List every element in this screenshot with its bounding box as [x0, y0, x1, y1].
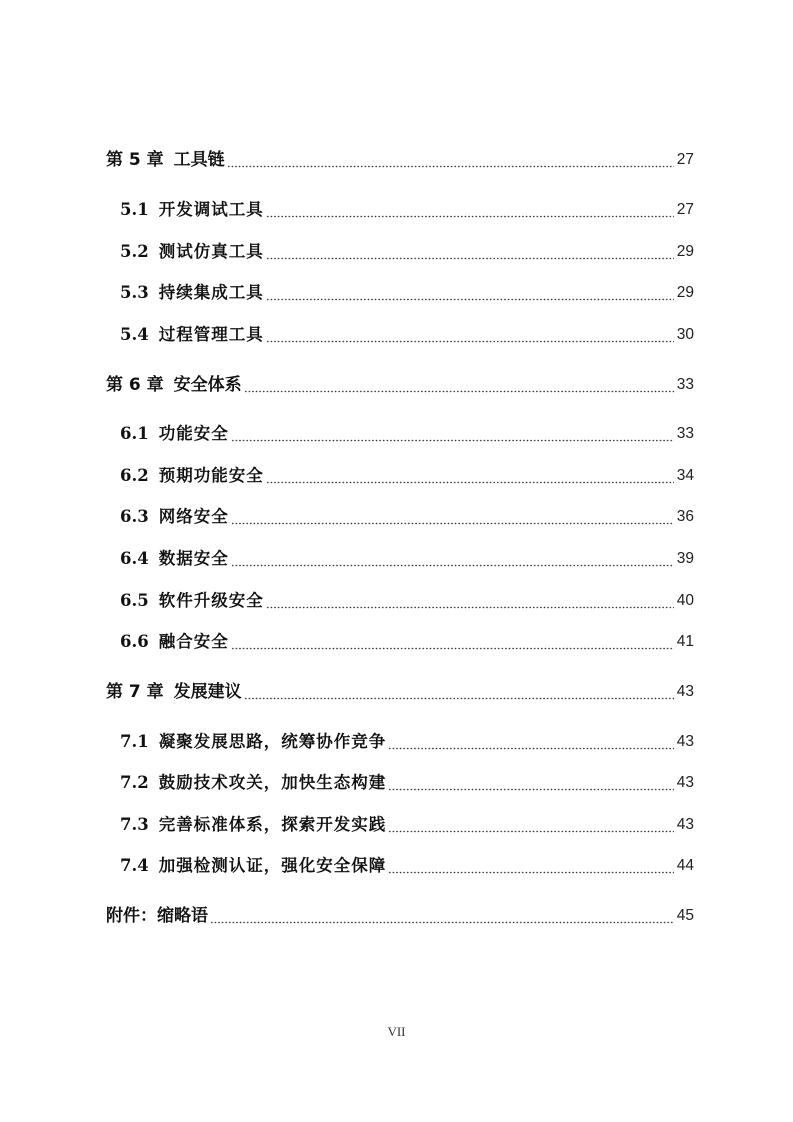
toc-entry-title: 持续集成工具 [158, 283, 264, 302]
toc-entry-page: 34 [676, 467, 694, 484]
dot-leader [231, 422, 674, 442]
toc-entry-chapter-5[interactable] [106, 147, 694, 173]
dot-leader [266, 281, 674, 301]
toc-entry-page: 43 [676, 816, 694, 833]
toc-entry-7-2[interactable] [120, 770, 694, 796]
toc-entry-page: 43 [676, 683, 694, 700]
toc-entry-title: 凝聚发展思路，统筹协作竞争 [158, 732, 387, 751]
toc-entry-7-1[interactable] [120, 729, 694, 755]
toc-entry-title: 功能安全 [158, 424, 229, 443]
toc-entry-6-6[interactable] [120, 629, 694, 655]
toc-entry-page: 43 [676, 774, 694, 791]
toc-entry-6-2[interactable] [120, 463, 694, 489]
toc-entry-page: 43 [676, 733, 694, 750]
dot-leader [266, 323, 674, 343]
dot-leader [266, 589, 674, 609]
toc-entry-title: 过程管理工具 [158, 325, 264, 344]
dot-leader [244, 373, 674, 393]
toc-entry-6-4[interactable] [120, 546, 694, 572]
toc-entry-7-4[interactable] [120, 853, 694, 879]
toc-entry-5-3[interactable] [120, 280, 694, 306]
toc-entry-title: 融合安全 [158, 632, 229, 651]
toc-entry-number: 6.2 [120, 466, 149, 485]
toc-entry-5-2[interactable] [120, 239, 694, 265]
toc-entry-page: 29 [676, 284, 694, 301]
toc-entry-title: 软件升级安全 [158, 591, 264, 610]
dot-leader [388, 813, 674, 833]
dot-leader [227, 148, 674, 168]
toc-entry-5-1[interactable] [120, 197, 694, 223]
toc-entry-number: 5.4 [120, 325, 149, 344]
toc-entry-title: 加强检测认证，强化安全保障 [158, 856, 387, 875]
toc-entry-title: 测试仿真工具 [158, 242, 264, 261]
toc-entry-number: 7.3 [120, 815, 149, 834]
toc-entry-6-3[interactable] [120, 504, 694, 530]
toc-entry-page: 45 [676, 907, 694, 924]
toc-entry-title: 开发调试工具 [158, 200, 264, 219]
dot-leader [244, 680, 674, 700]
toc-entry-page: 27 [676, 151, 694, 168]
dot-leader [266, 240, 674, 260]
toc-entry-number: 7.2 [120, 773, 149, 792]
toc-entry-title: 工具链 [173, 150, 225, 170]
toc-entry-chapter-6[interactable] [106, 372, 694, 398]
dot-leader [231, 630, 674, 650]
toc-entry-7-3[interactable] [120, 812, 694, 838]
toc-entry-number: 第 7 章 [106, 682, 164, 702]
toc-entry-page: 44 [676, 857, 694, 874]
dot-leader [210, 904, 674, 924]
toc-entry-title: 数据安全 [158, 549, 229, 568]
toc-entry-number: 7.1 [120, 732, 149, 751]
toc-entry-number: 5.1 [120, 200, 149, 219]
toc-entry-page: 29 [676, 243, 694, 260]
toc-entry-number: 6.5 [120, 591, 149, 610]
toc-entry-number: 7.4 [120, 856, 149, 875]
toc-entry-title: 鼓励技术攻关，加快生态构建 [158, 773, 387, 792]
toc-entry-5-4[interactable] [120, 322, 694, 348]
toc-entry-title: 附件：缩略语 [106, 906, 208, 926]
toc-entry-6-1[interactable] [120, 421, 694, 447]
toc-entry-page: 36 [676, 508, 694, 525]
toc-entry-6-5[interactable] [120, 588, 694, 614]
dot-leader [231, 505, 674, 525]
toc-entry-page: 40 [676, 592, 694, 609]
toc-entry-title: 安全体系 [173, 375, 242, 395]
toc-entry-number: 5.3 [120, 283, 149, 302]
toc-entry-appendix[interactable] [106, 903, 694, 929]
page-number-footer: VII [387, 1024, 406, 1039]
dot-leader [388, 854, 674, 874]
toc-entry-page: 30 [676, 326, 694, 343]
toc-entry-number: 第 6 章 [106, 375, 164, 395]
toc-entry-title: 发展建议 [173, 682, 242, 702]
dot-leader [266, 198, 674, 218]
toc-entry-number: 6.4 [120, 549, 149, 568]
toc-entry-number: 6.6 [120, 632, 149, 651]
toc-entry-number: 5.2 [120, 242, 149, 261]
toc-entry-title: 预期功能安全 [158, 466, 264, 485]
toc-entry-page: 41 [676, 633, 694, 650]
toc-entry-page: 27 [676, 201, 694, 218]
dot-leader [231, 547, 674, 567]
dot-leader [266, 464, 674, 484]
toc-entry-number: 第 5 章 [106, 150, 164, 170]
toc-entry-chapter-7[interactable] [106, 679, 694, 705]
toc-entry-number: 6.1 [120, 424, 149, 443]
toc-entry-number: 6.3 [120, 507, 149, 526]
toc-entry-page: 33 [676, 425, 694, 442]
toc-entry-title: 完善标准体系，探索开发实践 [158, 815, 387, 834]
toc-entry-page: 39 [676, 550, 694, 567]
dot-leader [388, 730, 674, 750]
dot-leader [388, 771, 674, 791]
toc-entry-page: 33 [676, 376, 694, 393]
toc-entry-title: 网络安全 [158, 507, 229, 526]
